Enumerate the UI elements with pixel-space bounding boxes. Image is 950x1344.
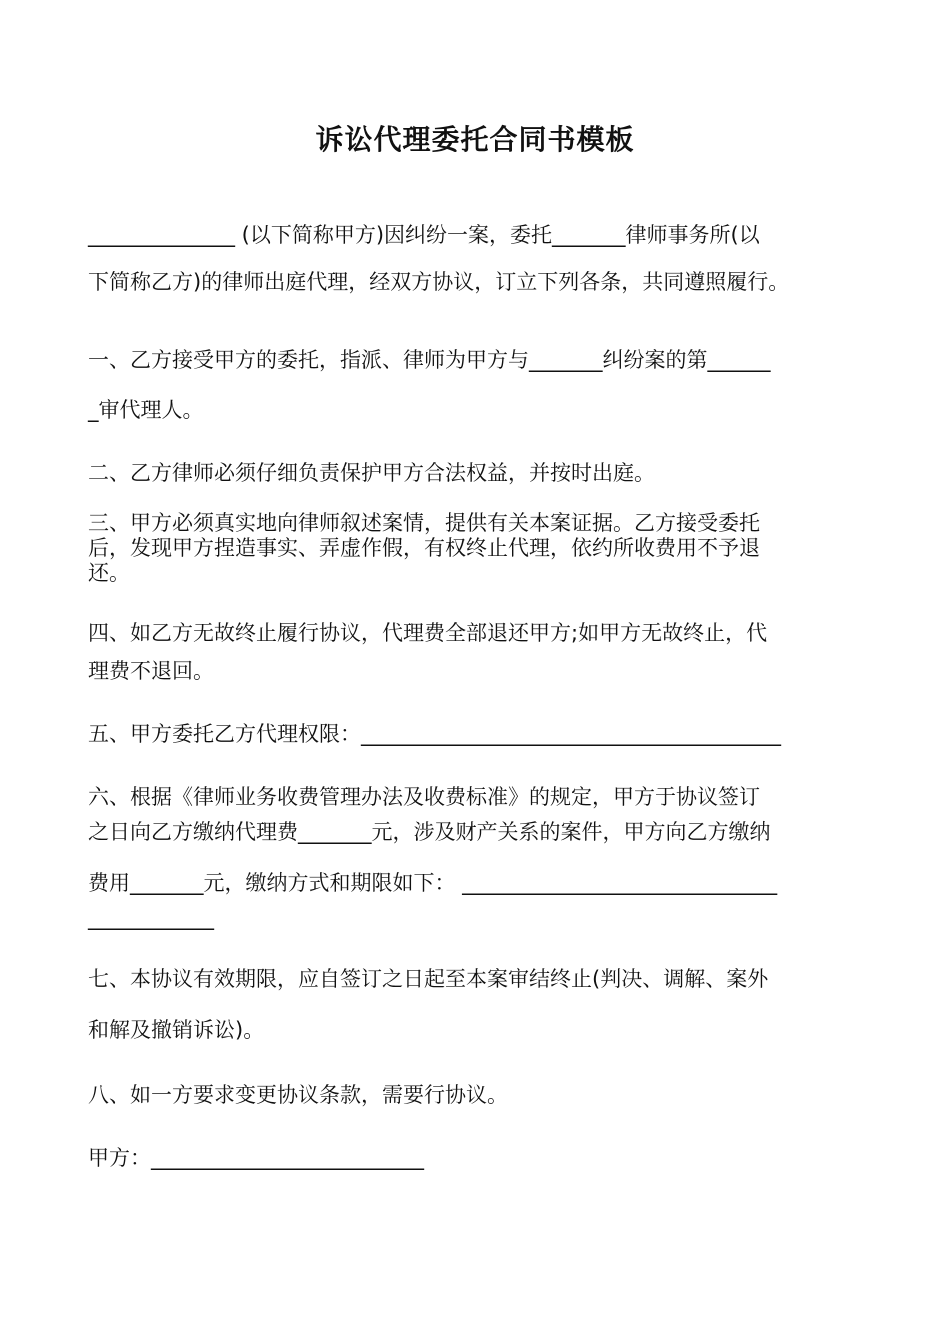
clause-3-line-3: 还。 xyxy=(88,561,130,585)
clause-6-line-2: 之日向乙方缴纳代理费_______元，涉及财产关系的案件，甲方向乙方缴纳 xyxy=(88,820,771,844)
clause-3-line-1: 三、甲方必须真实地向律师叙述案情，提供有关本案证据。乙方接受委托 xyxy=(88,511,760,535)
clause-4-line-1: 四、如乙方无故终止履行协议，代理费全部退还甲方;如甲方无故终止，代 xyxy=(88,621,768,645)
clause-2: 二、乙方律师必须仔细负责保护甲方合法权益，并按时出庭。 xyxy=(88,461,655,485)
intro-line-1: ______________ (以下简称甲方)因纠纷一案，委托_______律师事务所(以 xyxy=(88,223,760,247)
clause-6-line-4: ____________ xyxy=(88,906,214,930)
intro-line-2: 下简称乙方)的律师出庭代理，经双方协议，订立下列各条，共同遵照履行。 xyxy=(88,270,790,294)
clause-5: 五、甲方委托乙方代理权限：________________________________________ xyxy=(88,722,781,746)
clause-3-line-2: 后，发现甲方捏造事实、弄虚作假，有权终止代理，依约所收费用不予退 xyxy=(88,536,760,560)
clause-8: 八、如一方要求变更协议条款，需要行协议。 xyxy=(88,1083,508,1107)
clause-7-line-1: 七、本协议有效期限，应自签订之日起至本案审结终止(判决、调解、案外 xyxy=(88,967,769,991)
clause-1-line-2: _审代理人。 xyxy=(88,398,204,422)
clause-6-line-3: 费用_______元，缴纳方式和期限如下： ______________________________ xyxy=(88,871,778,895)
clause-7-line-2: 和解及撤销诉讼)。 xyxy=(88,1018,265,1042)
clause-4-line-2: 理费不退回。 xyxy=(88,659,214,683)
document-title: 诉讼代理委托合同书模板 xyxy=(315,123,635,156)
clause-6-line-1: 六、根据《律师业务收费管理办法及收费标准》的规定，甲方于协议签订 xyxy=(88,785,760,809)
party-a-signature: 甲方：__________________________ xyxy=(88,1146,424,1170)
clause-1-line-1: 一、乙方接受甲方的委托，指派、律师为甲方与_______纠纷案的第______ xyxy=(88,348,771,372)
